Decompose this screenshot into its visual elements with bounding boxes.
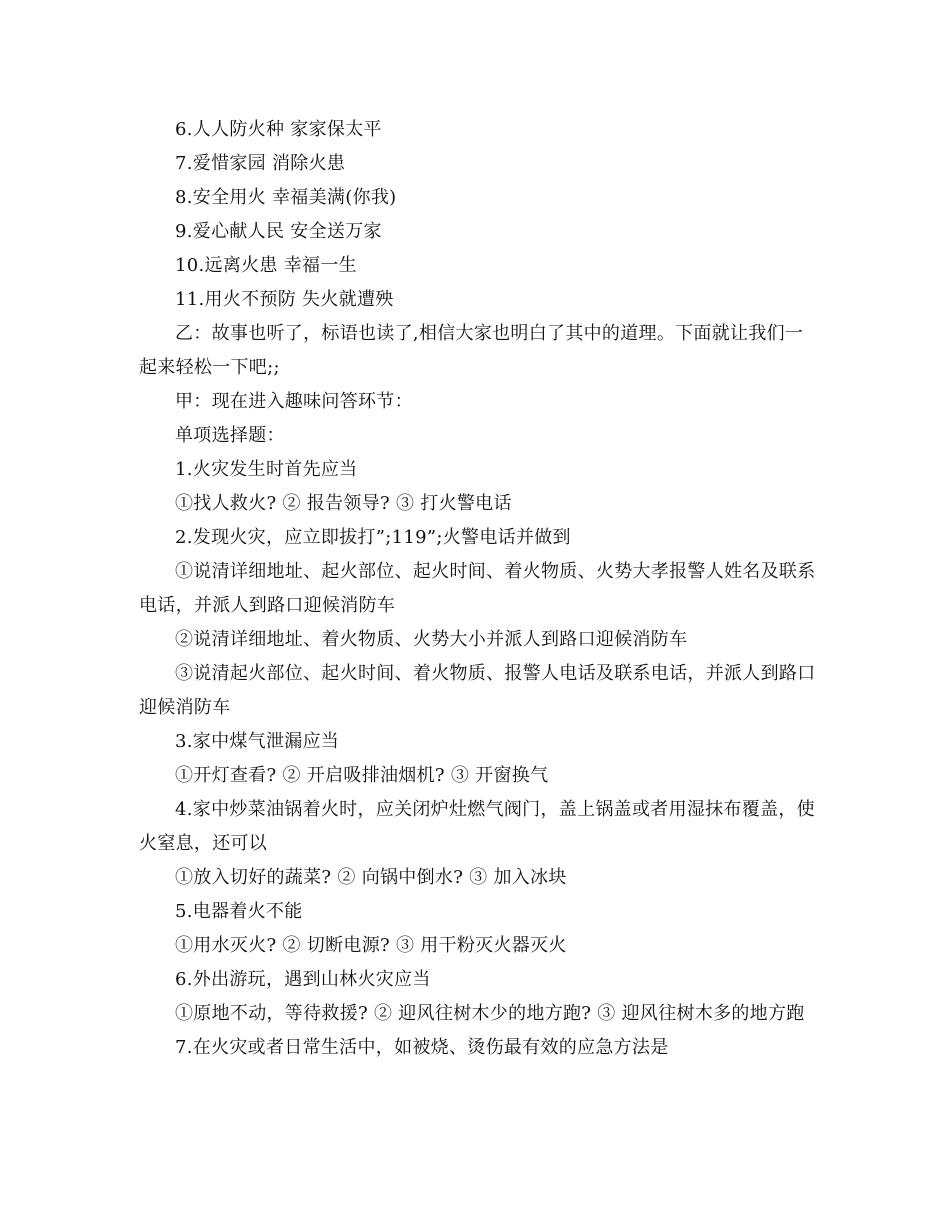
question-6-options: ①原地不动，等待救援? ② 迎风往树木少的地方跑? ③ 迎风往树木多的地方跑 xyxy=(175,1003,805,1024)
question-2: 2.发现火灾，应立即拔打”;119”;火警电话并做到 xyxy=(175,527,571,548)
paragraph-slogan-9: 9.爱心献人民 安全送万家 xyxy=(175,221,382,242)
question-4-options: ①放入切好的蔬菜? ② 向锅中倒水? ③ 加入冰块 xyxy=(175,867,567,888)
paragraph-slogan-11: 11.用火不预防 失火就遭殃 xyxy=(175,289,394,310)
question-1: 1.火灾发生时首先应当 xyxy=(175,459,358,480)
paragraph-dialogue-jia: 甲：现在进入趣味问答环节： xyxy=(175,391,413,412)
question-3: 3.家中煤气泄漏应当 xyxy=(175,731,340,752)
question-6: 6.外出游玩，遇到山林火灾应当 xyxy=(175,969,431,990)
paragraph-slogan-7: 7.爱惜家园 消除火患 xyxy=(175,153,346,174)
question-2-option-1: ①说清详细地址、起火部位、起火时间、着火物质、火势大孝报警人姓名及联系电话，并派人到路口迎候消防车 xyxy=(139,561,816,616)
question-2-option-2: ②说清详细地址、着火物质、火势大小并派人到路口迎候消防车 xyxy=(175,629,688,650)
paragraph-slogan-6: 6.人人防火种 家家保太平 xyxy=(175,119,382,140)
paragraph-dialogue-yi: 乙：故事也听了，标语也读了,相信大家也明白了其中的道理。下面就让我们一起来轻松一下吧;; xyxy=(139,323,804,378)
question-3-options: ①开灯查看? ② 开启吸排油烟机? ③ 开窗换气 xyxy=(175,765,549,786)
question-5-options: ①用水灭火? ② 切断电源? ③ 用干粉灭火器灭火 xyxy=(175,935,567,956)
section-heading-single-choice: 单项选择题： xyxy=(175,425,285,446)
question-5: 5.电器着火不能 xyxy=(175,901,303,922)
question-2-option-3: ③说清起火部位、起火时间、着火物质、报警人电话及联系电话，并派人到路口迎候消防车 xyxy=(139,663,816,718)
question-1-options: ①找人救火? ② 报告领导? ③ 打火警电话 xyxy=(175,493,512,514)
document-body xyxy=(139,113,819,1065)
question-4: 4.家中炒菜油锅着火时，应关闭炉灶燃气阀门，盖上锅盖或者用湿抹布覆盖，使火窒息，还可以 xyxy=(139,799,815,854)
paragraph-slogan-10: 10.远离火患 幸福一生 xyxy=(175,255,357,276)
question-7: 7.在火灾或者日常生活中，如被烧、烫伤最有效的应急方法是 xyxy=(175,1037,669,1058)
paragraph-slogan-8: 8.安全用火 幸福美满(你我) xyxy=(175,187,397,208)
